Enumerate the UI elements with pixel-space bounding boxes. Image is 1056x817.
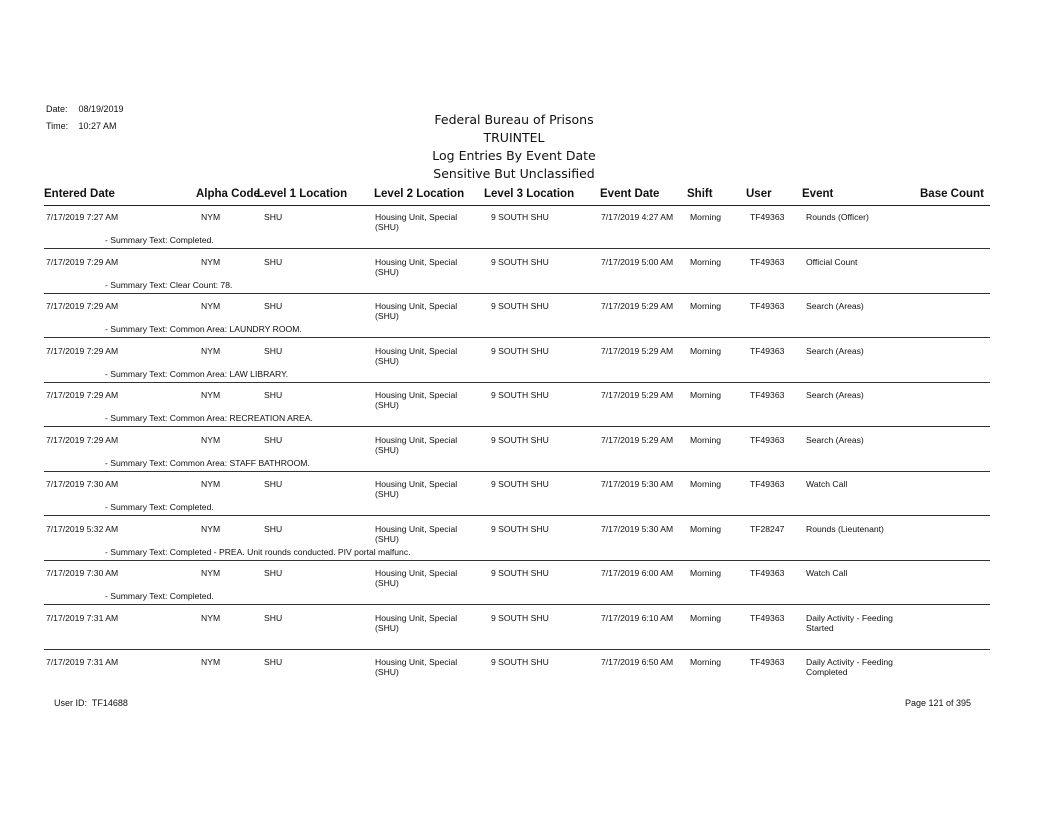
cell-level2: Housing Unit, Special (SHU) bbox=[375, 301, 458, 321]
cell-alpha-code: NYM bbox=[201, 612, 221, 623]
title-agency: Federal Bureau of Prisons bbox=[434, 112, 594, 127]
cell-user: TF49363 bbox=[750, 345, 785, 356]
cell-entered-date: 7/17/2019 7:31 AM bbox=[46, 612, 119, 623]
cell-entered-date: 7/17/2019 7:29 AM bbox=[46, 256, 119, 267]
cell-event-date: 7/17/2019 6:00 AM bbox=[601, 568, 674, 578]
cell-event-date: 7/17/2019 6:50 AM bbox=[601, 657, 674, 667]
cell-event-date: 7/17/2019 4:27 AM bbox=[601, 212, 674, 222]
cell-event: Rounds (Lieutenant) bbox=[806, 523, 884, 534]
cell-level2: Housing Unit, Special (SHU) bbox=[375, 345, 458, 366]
cell-user: TF49363 bbox=[750, 256, 785, 267]
cell-entered-date: 7/17/2019 7:29 AM bbox=[46, 345, 119, 356]
title-system: TRUINTEL bbox=[483, 130, 545, 145]
report-title bbox=[300, 111, 728, 183]
cell-entered-date: 7/17/2019 7:27 AM bbox=[46, 212, 119, 222]
page-number: Page 121 of 395 bbox=[905, 698, 972, 708]
row-divider bbox=[44, 471, 990, 472]
table-row bbox=[0, 300, 1056, 344]
row-divider bbox=[44, 604, 990, 605]
cell-level1: SHU bbox=[264, 301, 283, 311]
header-rule bbox=[44, 205, 990, 206]
cell-shift: Morning bbox=[690, 657, 722, 667]
cell-level1: SHU bbox=[264, 657, 283, 667]
table-row bbox=[0, 478, 1056, 522]
cell-alpha-code: NYM bbox=[201, 212, 221, 222]
cell-shift: Morning bbox=[690, 612, 722, 623]
cell-entered-date: 7/17/2019 7:31 AM bbox=[46, 657, 119, 667]
cell-alpha-code: NYM bbox=[201, 657, 221, 667]
report-date: Date: 08/19/2019 bbox=[46, 104, 124, 114]
cell-event: Daily Activity - Feeding Started bbox=[806, 612, 893, 633]
table-row bbox=[0, 256, 1056, 300]
cell-user: TF49363 bbox=[750, 301, 785, 311]
cell-user: TF49363 bbox=[750, 657, 785, 667]
cell-event: Watch Call bbox=[806, 568, 848, 578]
cell-summary-text: - Summary Text: Clear Count: 78. bbox=[105, 279, 233, 290]
cell-shift: Morning bbox=[690, 568, 722, 578]
cell-alpha-code: NYM bbox=[201, 568, 221, 578]
cell-event-date: 7/17/2019 5:29 AM bbox=[601, 345, 674, 356]
title-classification: Sensitive But Unclassified bbox=[433, 166, 595, 181]
cell-level3: 9 SOUTH SHU bbox=[491, 256, 549, 267]
cell-event-date: 7/17/2019 5:29 AM bbox=[601, 434, 674, 445]
col-alpha-code: Alpha Code bbox=[196, 188, 260, 200]
cell-shift: Morning bbox=[690, 434, 722, 445]
cell-entered-date: 7/17/2019 5:32 AM bbox=[46, 523, 119, 534]
col-user: User bbox=[746, 188, 772, 200]
cell-summary-text: - Summary Text: Completed. bbox=[105, 235, 214, 245]
cell-event-date: 7/17/2019 6:10 AM bbox=[601, 612, 674, 623]
row-divider bbox=[44, 382, 990, 383]
col-event: Event bbox=[802, 188, 834, 200]
cell-alpha-code: NYM bbox=[201, 479, 221, 489]
cell-level1: SHU bbox=[264, 212, 283, 222]
cell-level3: 9 SOUTH SHU bbox=[491, 568, 549, 578]
cell-level3: 9 SOUTH SHU bbox=[491, 301, 549, 311]
table-row bbox=[0, 345, 1056, 389]
col-event-date: Event Date bbox=[600, 188, 660, 200]
col-base-count: Base Count bbox=[920, 188, 984, 200]
cell-event-date: 7/17/2019 5:29 AM bbox=[601, 301, 674, 311]
cell-level1: SHU bbox=[264, 523, 283, 534]
col-level3: Level 3 Location bbox=[484, 188, 575, 200]
cell-user: TF49363 bbox=[750, 568, 785, 578]
col-level1: Level 1 Location bbox=[257, 188, 348, 200]
cell-level1: SHU bbox=[264, 568, 283, 578]
cell-event-date: 7/17/2019 5:00 AM bbox=[601, 256, 674, 267]
cell-user: TF49363 bbox=[750, 479, 785, 489]
cell-level2: Housing Unit, Special (SHU) bbox=[375, 657, 458, 677]
table-row bbox=[0, 612, 1056, 656]
cell-shift: Morning bbox=[690, 390, 722, 400]
cell-level2: Housing Unit, Special (SHU) bbox=[375, 256, 458, 277]
cell-level1: SHU bbox=[264, 434, 283, 445]
table-row bbox=[0, 656, 1056, 700]
cell-shift: Morning bbox=[690, 345, 722, 356]
cell-shift: Morning bbox=[690, 212, 722, 222]
cell-summary-text: - Summary Text: Common Area: LAW LIBRARY. bbox=[105, 368, 289, 379]
cell-user: TF49363 bbox=[750, 390, 785, 400]
cell-level1: SHU bbox=[264, 612, 283, 623]
table-row bbox=[0, 523, 1056, 567]
cell-event-date: 7/17/2019 5:29 AM bbox=[601, 390, 674, 400]
cell-summary-text: - Summary Text: Completed - PREA. Unit rounds conducted. PIV portal malfunc. bbox=[105, 546, 411, 557]
cell-alpha-code: NYM bbox=[201, 523, 221, 534]
cell-user: TF28247 bbox=[750, 523, 785, 534]
cell-level3: 9 SOUTH SHU bbox=[491, 434, 549, 445]
cell-level1: SHU bbox=[264, 479, 283, 489]
cell-user: TF49363 bbox=[750, 612, 785, 623]
cell-alpha-code: NYM bbox=[201, 434, 221, 445]
cell-level1: SHU bbox=[264, 345, 283, 356]
cell-level2: Housing Unit, Special (SHU) bbox=[375, 390, 458, 410]
cell-summary-text: - Summary Text: Completed. bbox=[105, 502, 214, 512]
cell-summary-text: - Summary Text: Common Area: RECREATION AREA. bbox=[105, 413, 313, 423]
cell-event: Official Count bbox=[806, 256, 858, 267]
table-row bbox=[0, 389, 1056, 433]
cell-summary-text: - Summary Text: Completed. bbox=[105, 591, 214, 601]
cell-user: TF49363 bbox=[750, 212, 785, 222]
cell-level2: Housing Unit, Special (SHU) bbox=[375, 568, 458, 588]
cell-shift: Morning bbox=[690, 479, 722, 489]
cell-event-date: 7/17/2019 5:30 AM bbox=[601, 479, 674, 489]
col-entered-date: Entered Date bbox=[44, 188, 115, 200]
cell-event: Daily Activity - Feeding Completed bbox=[806, 657, 893, 677]
cell-alpha-code: NYM bbox=[201, 301, 221, 311]
cell-level2: Housing Unit, Special (SHU) bbox=[375, 212, 458, 232]
col-level2: Level 2 Location bbox=[374, 188, 465, 200]
cell-alpha-code: NYM bbox=[201, 256, 221, 267]
cell-event: Rounds (Officer) bbox=[806, 212, 869, 222]
cell-level3: 9 SOUTH SHU bbox=[491, 479, 549, 489]
cell-level3: 9 SOUTH SHU bbox=[491, 212, 549, 222]
row-divider bbox=[44, 293, 990, 294]
cell-level3: 9 SOUTH SHU bbox=[491, 390, 549, 400]
cell-level1: SHU bbox=[264, 256, 283, 267]
cell-level2: Housing Unit, Special (SHU) bbox=[375, 523, 458, 544]
cell-alpha-code: NYM bbox=[201, 390, 221, 400]
cell-entered-date: 7/17/2019 7:29 AM bbox=[46, 390, 119, 400]
cell-event: Search (Areas) bbox=[806, 301, 864, 311]
row-divider bbox=[44, 337, 990, 338]
cell-level2: Housing Unit, Special (SHU) bbox=[375, 434, 458, 455]
cell-event-date: 7/17/2019 5:30 AM bbox=[601, 523, 674, 534]
cell-event: Watch Call bbox=[806, 479, 848, 489]
title-report-name: Log Entries By Event Date bbox=[432, 148, 596, 163]
cell-level3: 9 SOUTH SHU bbox=[491, 523, 549, 534]
row-divider bbox=[44, 515, 990, 516]
row-divider bbox=[44, 426, 990, 427]
cell-entered-date: 7/17/2019 7:30 AM bbox=[46, 568, 119, 578]
table-row bbox=[0, 567, 1056, 611]
table-row bbox=[0, 434, 1056, 478]
cell-shift: Morning bbox=[690, 301, 722, 311]
cell-user: TF49363 bbox=[750, 434, 785, 445]
cell-level2: Housing Unit, Special (SHU) bbox=[375, 479, 458, 499]
cell-entered-date: 7/17/2019 7:29 AM bbox=[46, 434, 119, 445]
cell-alpha-code: NYM bbox=[201, 345, 221, 356]
row-divider bbox=[44, 560, 990, 561]
cell-shift: Morning bbox=[690, 256, 722, 267]
cell-event: Search (Areas) bbox=[806, 390, 864, 400]
cell-level2: Housing Unit, Special (SHU) bbox=[375, 612, 458, 633]
row-divider bbox=[44, 248, 990, 249]
cell-shift: Morning bbox=[690, 523, 722, 534]
cell-summary-text: - Summary Text: Common Area: STAFF BATHROOM. bbox=[105, 457, 310, 468]
row-divider bbox=[44, 649, 990, 650]
col-shift: Shift bbox=[687, 188, 713, 200]
cell-entered-date: 7/17/2019 7:29 AM bbox=[46, 301, 119, 311]
cell-level3: 9 SOUTH SHU bbox=[491, 612, 549, 623]
report-time: Time: 10:27 AM bbox=[46, 121, 117, 131]
cell-event: Search (Areas) bbox=[806, 434, 864, 445]
cell-event: Search (Areas) bbox=[806, 345, 864, 356]
table-row bbox=[0, 211, 1056, 255]
cell-entered-date: 7/17/2019 7:30 AM bbox=[46, 479, 119, 489]
cell-level1: SHU bbox=[264, 390, 283, 400]
cell-level3: 9 SOUTH SHU bbox=[491, 345, 549, 356]
cell-summary-text: - Summary Text: Common Area: LAUNDRY ROOM. bbox=[105, 324, 302, 334]
cell-level3: 9 SOUTH SHU bbox=[491, 657, 549, 667]
footer-user-id: User ID: TF14688 bbox=[54, 698, 128, 708]
